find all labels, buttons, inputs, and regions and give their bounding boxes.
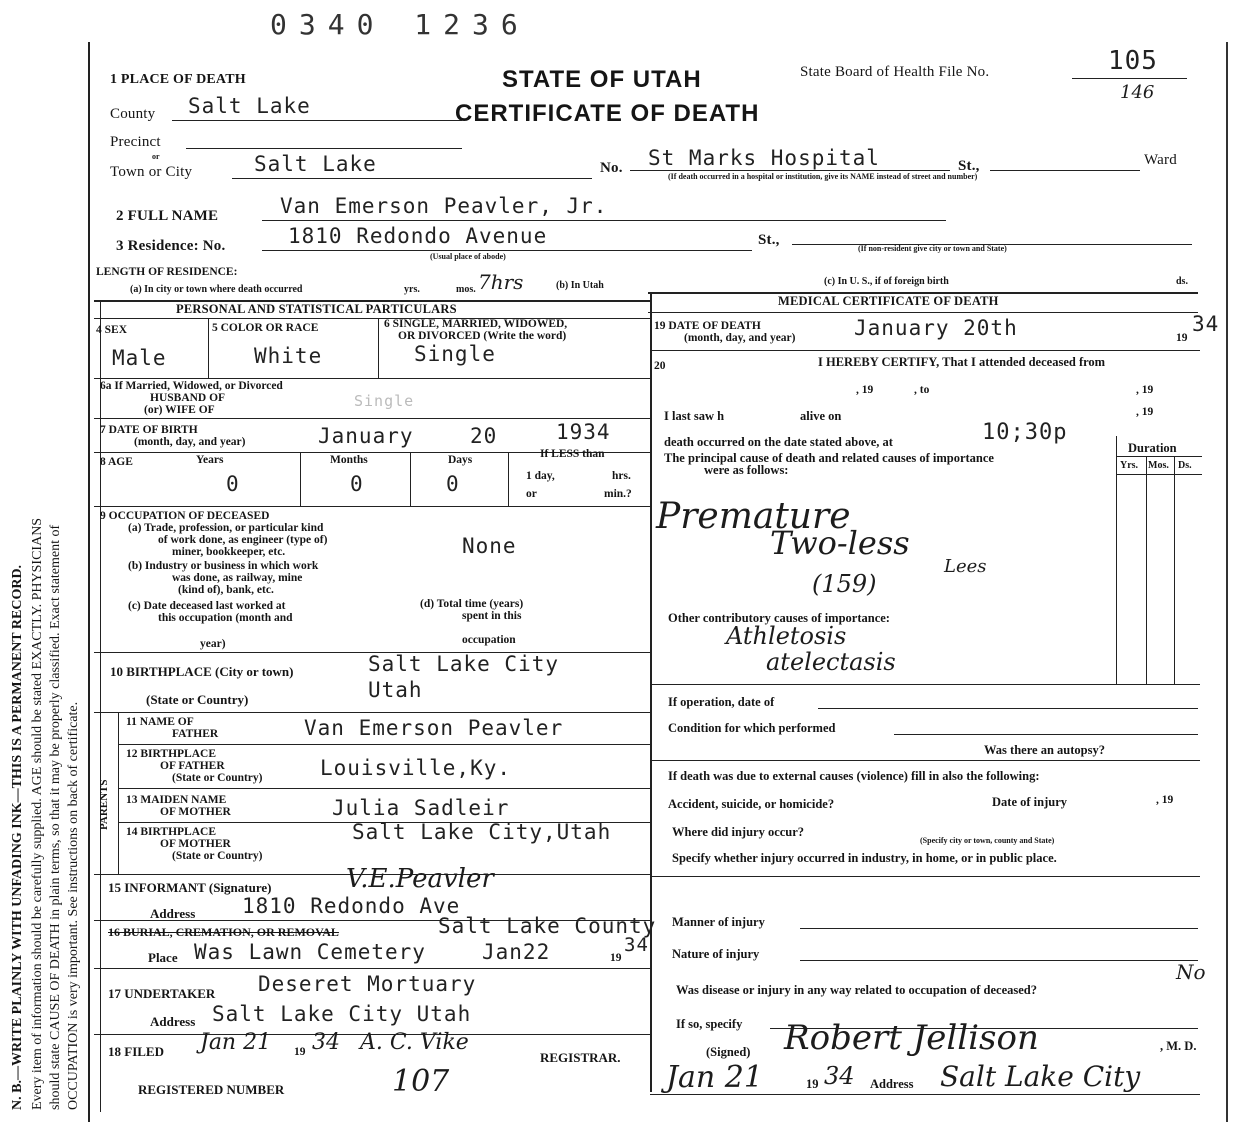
physician-address: Salt Lake City [940, 1060, 1141, 1093]
certify-19a: , 19 [856, 384, 874, 396]
specify-label: Specify whether injury occurred in industry, in home, or in public place. [672, 851, 1057, 865]
md-label: , M. D. [1160, 1039, 1197, 1053]
age-days: 0 [446, 472, 460, 496]
n20-label: 20 [654, 360, 666, 372]
informant-address-label: Address [150, 906, 196, 921]
last-seen-3: , 19 [1136, 406, 1154, 418]
marital-value: Single [414, 342, 496, 366]
full-name-label: 2 FULL NAME [116, 208, 219, 224]
occupation-label-2: (a) Trade, profession, or particular kind [128, 522, 324, 534]
usual-abode-note: (Usual place of abode) [430, 252, 506, 261]
birthplace-state-label: (State or Country) [146, 692, 249, 707]
dod-label-1: 19 DATE OF DEATH [654, 320, 761, 332]
certify-19b: , 19 [1136, 384, 1154, 396]
where-label: Where did injury occur? [672, 825, 805, 839]
occupation-label-1: 9 OCCUPATION OF DECEASED [100, 510, 270, 522]
related-answer: No [1176, 960, 1206, 984]
physician-address-label: Address [870, 1077, 914, 1091]
dod-value: January 20th [854, 316, 1018, 340]
mother-birthplace-label-3: (State or Country) [172, 850, 263, 862]
precinct-label: Precinct [110, 134, 161, 150]
last-seen-1: I last saw h [664, 409, 725, 423]
occupation-label-5: (b) Industry or business in which work [128, 560, 319, 572]
autopsy-label: Was there an autopsy? [984, 743, 1105, 757]
side-instruction-3: should state CAUSE OF DEATH in plain terms, so that it may be properly classified. Exact statement of [48, 524, 63, 1110]
less-hrs-label: hrs. [612, 470, 631, 482]
contributory-b: atelectasis [766, 648, 896, 676]
occupation-label-8: (c) Date deceased last worked at [128, 600, 286, 612]
nonresident-note: (If non-resident give city or town and State) [858, 244, 1007, 253]
less-day-label: 1 day, [526, 470, 555, 482]
side-instruction-1: N. B.—WRITE PLAINLY WITH UNFADING INK—THIS IS A PERMANENT RECORD. [10, 564, 25, 1110]
father-label-1: 11 NAME OF [126, 716, 194, 728]
color-label: 5 COLOR OR RACE [212, 322, 319, 334]
county-label: County [110, 106, 156, 122]
signature-year: 34 [824, 1062, 855, 1090]
certificate-state: STATE OF UTAH [502, 66, 702, 93]
or-label: or [152, 152, 160, 161]
age-label: 8 AGE [100, 456, 133, 468]
mother-label-1: 13 MAIDEN NAME [126, 794, 227, 806]
burial-year: 34 [624, 934, 649, 956]
external-causes-label: If death was due to external causes (violence) fill in also the following: [668, 769, 1040, 783]
last-seen-2: alive on [800, 409, 842, 423]
street-no-label: No. [600, 160, 623, 176]
less-min-label: min.? [604, 488, 632, 500]
signed-label: (Signed) [706, 1045, 751, 1059]
occupation-label-3: of work done, as engineer (type of) [158, 534, 328, 546]
marital-label-2: OR DIVORCED (Write the word) [398, 330, 567, 342]
dob-year: 1934 [556, 420, 611, 444]
occurred-text: death occurred on the date stated above, at [664, 435, 893, 449]
contributory-a: Athletosis [726, 622, 847, 650]
occupation-label-7: (kind of), bank, etc. [178, 584, 274, 596]
nature-label: Nature of injury [672, 947, 760, 961]
filed-label: 18 FILED [108, 1044, 164, 1059]
side-instruction-4: OCCUPATION is very important. See instructions on back of certificate. [66, 701, 81, 1110]
related-label: Was disease or injury in any way related to occupation of deceased? [676, 983, 1037, 997]
contributory-label: Other contributory causes of importance: [668, 611, 890, 625]
dod-year: 34 [1192, 312, 1220, 336]
burial-date: Jan22 [482, 940, 551, 964]
age-years: 0 [226, 472, 240, 496]
street-label: St., [958, 158, 980, 174]
occupation-d-1: (d) Total time (years) [420, 598, 524, 610]
medical-header: MEDICAL CERTIFICATE OF DEATH [778, 294, 999, 308]
spouse-label-3: (or) WIFE OF [144, 404, 215, 416]
file-number-label: State Board of Health File No. [800, 64, 990, 80]
less-or-label: or [526, 488, 537, 500]
county-value: Salt Lake [188, 94, 311, 118]
father-birthplace-label-1: 12 BIRTHPLACE [126, 748, 217, 760]
father-label-2: FATHER [172, 728, 219, 740]
length-mos-label: mos. [456, 284, 476, 295]
sex-value: Male [112, 346, 167, 370]
residence-street-label: St., [758, 232, 780, 248]
occupation-value: None [462, 534, 517, 558]
burial-place: Was Lawn Cemetery [194, 940, 426, 964]
filed-19: 19 [294, 1046, 306, 1058]
mother-birthplace-label-2: OF MOTHER [160, 838, 231, 850]
cause-label-2: were as follows: [704, 463, 789, 477]
mother-value: Julia Sadleir [332, 796, 510, 820]
occupation-label-9: this occupation (month and [158, 612, 293, 624]
burial-county: Salt Lake County [438, 914, 657, 938]
hospital-note: (If death occurred in a hospital or institution, give its NAME instead of street and number) [668, 172, 978, 181]
town-value: Salt Lake [254, 152, 377, 176]
father-birthplace-value: Louisville,Ky. [320, 756, 512, 780]
manner-label: Manner of injury [672, 915, 765, 929]
occupation-label-10: year) [200, 638, 226, 650]
age-days-label: Days [448, 454, 473, 466]
cause-tertiary: Lees [944, 556, 987, 577]
registered-number: 107 [392, 1064, 450, 1099]
age-months: 0 [350, 472, 364, 496]
length-label: LENGTH OF RESIDENCE: [96, 266, 238, 278]
spouse-label-1: 6a If Married, Widowed, or Divorced [100, 380, 283, 392]
undertaker-value: Deseret Mortuary [258, 972, 477, 996]
file-number-2: 146 [1120, 82, 1155, 103]
side-instruction-2: Every item of information should be carefully supplied. AGE should be stated EXACTLY. PHYSICIANS [30, 517, 45, 1110]
full-name-value: Van Emerson Peavler, Jr. [280, 194, 608, 218]
less-than-label: If LESS than [540, 448, 605, 460]
certificate-title: CERTIFICATE OF DEATH [455, 100, 760, 127]
personal-header: PERSONAL AND STATISTICAL PARTICULARS [176, 302, 457, 316]
physician-signature: Robert Jellison [784, 1018, 1039, 1058]
father-value: Van Emerson Peavler [304, 716, 564, 740]
duration-yrs: Yrs. [1120, 460, 1139, 471]
birthplace-state: Utah [368, 678, 423, 702]
spouse-label-2: HUSBAND OF [150, 392, 226, 404]
mother-birthplace-label-1: 14 BIRTHPLACE [126, 826, 217, 838]
operation-label: If operation, date of [668, 695, 775, 709]
length-us-label: (c) In U. S., if of foreign birth [824, 276, 949, 287]
occupation-d-2: spent in this [462, 610, 522, 622]
dod-19: 19 [1176, 332, 1188, 344]
marital-label-1: 6 SINGLE, MARRIED, WIDOWED, [384, 318, 568, 330]
birthplace-label: 10 BIRTHPLACE (City or town) [110, 664, 294, 679]
dob-label-1: 7 DATE OF BIRTH [100, 424, 198, 436]
registered-number-label: REGISTERED NUMBER [138, 1082, 285, 1097]
dob-month: January [318, 424, 414, 448]
parents-label: PARENTS [98, 779, 110, 830]
accident-label: Accident, suicide, or homicide? [668, 797, 835, 811]
father-birthplace-label-3: (State or Country) [172, 772, 263, 784]
registrar-label: REGISTRAR. [540, 1050, 621, 1065]
age-years-label: Years [196, 454, 224, 466]
cause-secondary: Two-less [770, 524, 910, 562]
length-yrs-label: yrs. [404, 284, 420, 295]
informant-address: 1810 Redondo Ave [242, 894, 461, 918]
burial-place-label: Place [148, 950, 178, 965]
cause-label-1: The principal cause of death and related causes of importance [664, 451, 994, 465]
age-months-label: Months [330, 454, 368, 466]
hospital-value: St Marks Hospital [648, 146, 880, 170]
informant-label: 15 INFORMANT (Signature) [108, 880, 272, 895]
sex-label: 4 SEX [96, 324, 127, 336]
dob-day: 20 [470, 424, 498, 448]
filed-year: 34 [312, 1030, 340, 1055]
father-birthplace-label-2: OF FATHER [160, 760, 225, 772]
spouse-value: Single [354, 392, 415, 410]
burial-label: 16 BURIAL, CREMATION, OR REMOVAL [108, 925, 339, 939]
duration-mos: Mos. [1148, 460, 1169, 471]
undertaker-label: 17 UNDERTAKER [108, 986, 216, 1001]
length-utah-label: (b) In Utah [556, 280, 604, 291]
length-value: 7hrs [478, 270, 524, 294]
filed-date: Jan 21 [200, 1030, 272, 1055]
injury-date-label: Date of injury [992, 795, 1067, 809]
condition-label: Condition for which performed [668, 721, 836, 735]
mother-birthplace-value: Salt Lake City,Utah [352, 820, 612, 844]
file-number: 105 [1108, 46, 1158, 76]
certify-text: I HEREBY CERTIFY, That I attended deceased from [818, 355, 1106, 369]
registrar-signature: A. C. Vike [360, 1030, 469, 1055]
cause-code: (159) [812, 570, 877, 598]
time-of-death: 10;30p [982, 420, 1068, 445]
occupation-label-4: miner, bookkeeper, etc. [172, 546, 286, 558]
mother-label-2: OF MOTHER [160, 806, 231, 818]
injury-19: , 19 [1156, 794, 1174, 806]
cause-primary: Premature [656, 496, 851, 537]
certify-to: , to [914, 384, 930, 396]
signature-19: 19 [806, 1077, 819, 1091]
serial-number: 0340 1236 [270, 8, 530, 41]
dob-label-2: (month, day, and year) [134, 436, 246, 448]
informant-signature: V.E.Peavler [346, 864, 494, 894]
length-ds-label: ds. [1176, 276, 1188, 287]
duration-ds: Ds. [1178, 460, 1192, 471]
town-label: Town or City [110, 164, 193, 180]
birthplace-city: Salt Lake City [368, 652, 560, 676]
length-city-label: (a) In city or town where death occurred [130, 284, 303, 295]
occupation-d-3: occupation [462, 634, 516, 646]
burial-19: 19 [610, 952, 622, 964]
color-value: White [254, 344, 323, 368]
undertaker-address-label: Address [150, 1014, 196, 1029]
duration-label: Duration [1128, 441, 1177, 455]
ward-label: Ward [1144, 152, 1177, 168]
dod-label-2: (month, day, and year) [684, 332, 796, 344]
place-of-death-label: 1 PLACE OF DEATH [110, 72, 246, 87]
if-so-label: If so, specify [676, 1017, 743, 1031]
residence-label: 3 Residence: No. [116, 238, 226, 254]
residence-value: 1810 Redondo Avenue [288, 224, 548, 248]
signature-date: Jan 21 [666, 1060, 763, 1095]
undertaker-address: Salt Lake City Utah [212, 1002, 472, 1026]
where-note: (Specify city or town, county and State) [920, 836, 1055, 845]
occupation-label-6: was done, as railway, mine [172, 572, 303, 584]
